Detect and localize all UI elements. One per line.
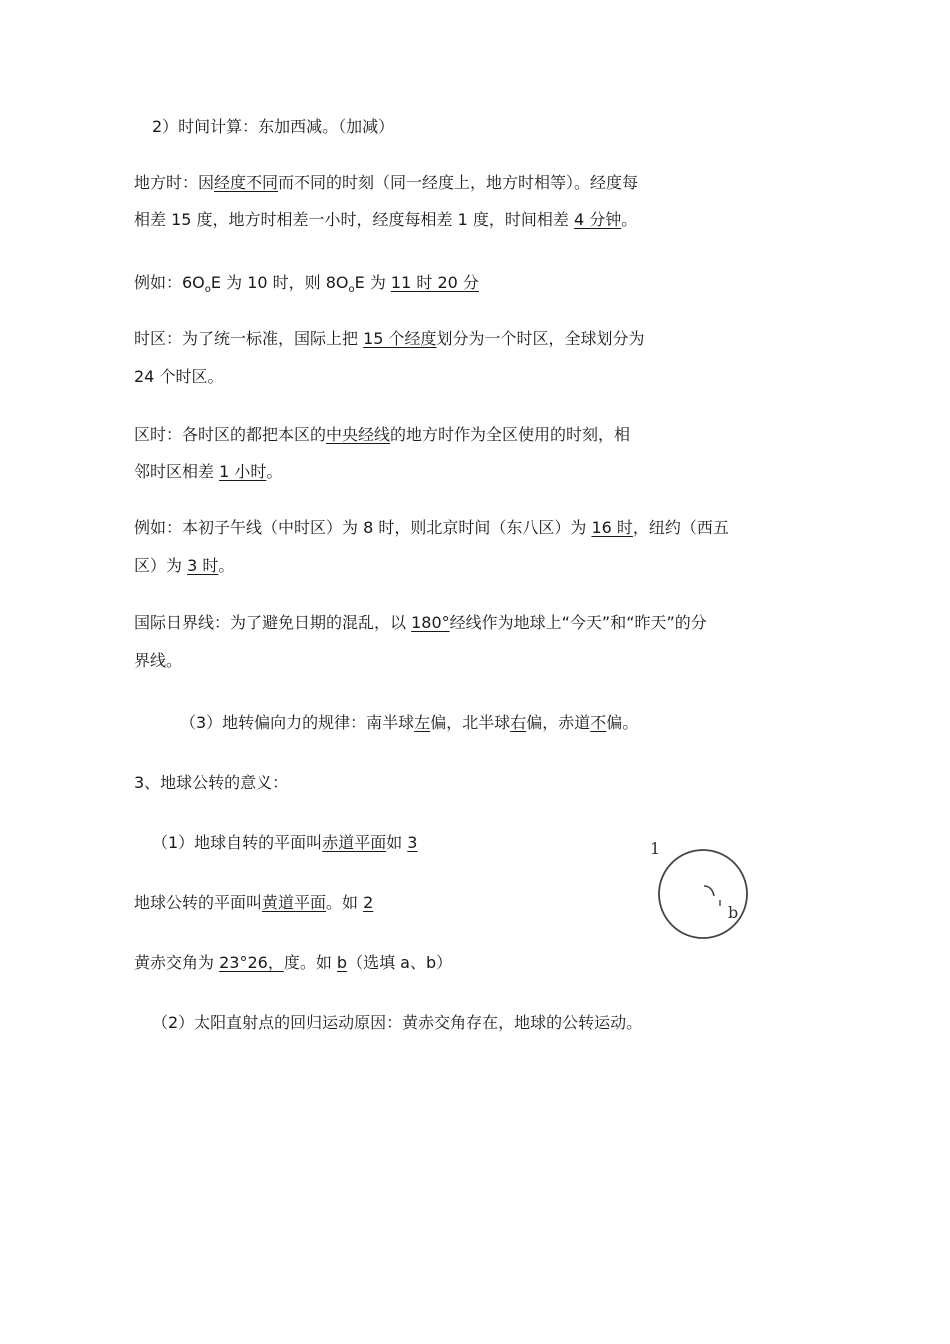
obliquity-line: 黄赤交角为 23°26，度。如 b（选填 a、b） bbox=[134, 953, 453, 972]
local-time-line-1: 地方时：因经度不同而不同的时刻（同一经度上，地方时相等）。经度每 bbox=[134, 173, 639, 192]
figure-label-1: 1 bbox=[650, 839, 661, 858]
migration-line: （2）太阳直射点的回归运动原因：黄赤交角存在，地球的公转运动。 bbox=[152, 1013, 643, 1032]
underlined-answer: 赤道平面 bbox=[322, 833, 387, 852]
underlined-answer: 右 bbox=[510, 713, 527, 732]
example-2-line-2: 区）为 3 时。 bbox=[134, 556, 235, 575]
rotation-plane-line: （1）地球自转的平面叫赤道平面如 3 bbox=[152, 833, 418, 852]
underlined-answer: 23°26， bbox=[219, 953, 284, 972]
underlined-answer: 180° bbox=[411, 613, 450, 632]
time-zone-line-1: 时区：为了统一标准，国际上把 15 个经度划分为一个时区，全球划分为 bbox=[134, 329, 645, 348]
underlined-answer: 不 bbox=[590, 713, 607, 732]
underlined-answer: 15 个经度 bbox=[363, 329, 437, 348]
date-line-line-1: 国际日界线：为了避免日期的混乱，以 180°经线作为地球上“今天”和“昨天”的分 bbox=[134, 613, 707, 632]
zone-time-line-2: 邻时区相差 1 小时。 bbox=[134, 462, 283, 481]
example-1-line: 例如：$6O_oE$ 为 10 时，则 $8O_oE$ 为 11 时 20 分 bbox=[134, 273, 479, 296]
orbit-diagram-svg bbox=[646, 836, 756, 946]
date-line-line-2: 界线。 bbox=[134, 651, 183, 670]
underlined-answer: 2 bbox=[363, 893, 374, 912]
underlined-answer: 1 小时 bbox=[219, 462, 267, 481]
underlined-answer: 3 bbox=[407, 833, 418, 852]
underlined-answer: 中央经线 bbox=[326, 425, 391, 444]
underlined-answer: 经度不同 bbox=[214, 173, 279, 192]
underlined-answer: 4 分钟 bbox=[573, 210, 622, 229]
figure-label-b: b bbox=[728, 903, 739, 922]
orbit-plane-line: 地球公转的平面叫黄道平面。如 2 bbox=[134, 893, 374, 912]
underlined-answer: 3 时 bbox=[187, 556, 219, 575]
orbit-circle bbox=[659, 850, 747, 938]
underlined-answer: 左 bbox=[414, 713, 431, 732]
underlined-answer: b bbox=[336, 953, 348, 972]
local-time-line-2: 相差 15 度，地方时相差一小时，经度每相差 1 度，时间相差 4 分钟。 bbox=[134, 210, 638, 229]
revolution-title: 3、地球公转的意义： bbox=[134, 773, 289, 792]
underlined-answer: 16 时 bbox=[591, 518, 633, 537]
time-calc-line: 2）时间计算：东加西减。（加减） bbox=[152, 117, 395, 136]
angle-arc bbox=[704, 886, 714, 896]
underlined-answer: 11 时 20 分 bbox=[390, 273, 479, 292]
underlined-answer: 黄道平面 bbox=[262, 893, 327, 912]
zone-time-line-1: 区时：各时区的都把本区的中央经线的地方时作为全区使用的时刻，相 bbox=[134, 425, 631, 444]
orbit-diagram bbox=[646, 836, 756, 946]
time-zone-line-2: 24 个时区。 bbox=[134, 367, 224, 386]
coriolis-line: （3）地转偏向力的规律：南半球左偏，北半球右偏，赤道不偏。 bbox=[180, 713, 639, 732]
example-2-line-1: 例如：本初子午线（中时区）为 8 时，则北京时间（东八区）为 16 时，纽约（西五 bbox=[134, 518, 729, 537]
